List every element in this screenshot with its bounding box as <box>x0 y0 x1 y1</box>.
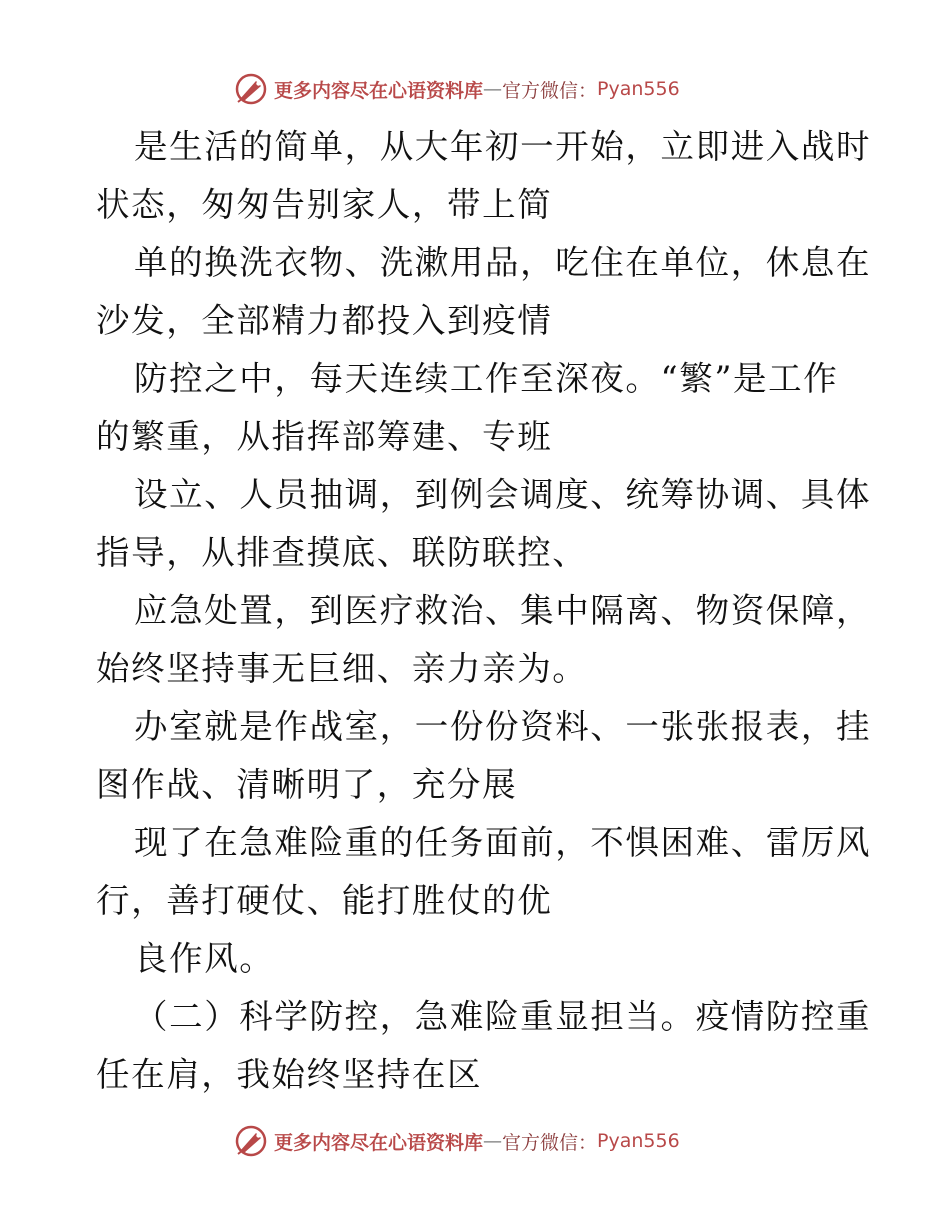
text-line: 图作战、清晰明了，充分展 <box>96 765 518 804</box>
header-banner <box>234 72 680 106</box>
banner-dash: — <box>483 78 503 100</box>
text-line: 良作风。 <box>134 939 275 978</box>
text-line: （二）科学防控，急难险重显担当。疫情防控重 <box>134 997 872 1036</box>
pen-nib-logo-icon <box>234 1124 268 1158</box>
text-line: 现了在急难险重的任务面前，不惧困难、雷厉风 <box>134 823 872 862</box>
text-line: 的繁重，从指挥部筹建、专班 <box>96 417 553 456</box>
text-line: 指导，从排查摸底、联防联控、 <box>96 533 588 572</box>
banner-lead-text: 更多内容尽在心语资料库 <box>274 79 484 102</box>
banner-wechat-id: Pyan556 <box>597 1130 680 1152</box>
banner-wechat-label: 官方微信： <box>502 79 598 102</box>
text-line: 行，善打硬仗、能打胜仗的优 <box>96 881 553 920</box>
banner-dash: — <box>483 1130 503 1152</box>
banner-lead-text: 更多内容尽在心语资料库 <box>274 1131 484 1154</box>
text-line: 沙发，全部精力都投入到疫情 <box>96 301 553 340</box>
text-line: 是生活的简单，从大年初一开始，立即进入战时 <box>134 127 872 166</box>
text-line: 防控之中，每天连续工作至深夜。“繁”是工作 <box>134 359 839 398</box>
footer-banner <box>234 1124 680 1158</box>
text-line: 办室就是作战室，一份份资料、一张张报表，挂 <box>134 707 872 746</box>
text-line: 状态，匆匆告别家人，带上简 <box>96 185 553 224</box>
text-line: 任在肩，我始终坚持在区 <box>96 1055 483 1094</box>
text-line: 设立、人员抽调，到例会调度、统筹协调、具体 <box>134 475 872 514</box>
banner-wechat-id: Pyan556 <box>597 78 680 100</box>
text-line: 始终坚持事无巨细、亲力亲为。 <box>96 649 588 688</box>
banner-wechat-label: 官方微信： <box>502 1131 598 1154</box>
text-line: 单的换洗衣物、洗漱用品，吃住在单位，休息在 <box>134 243 872 282</box>
document-body <box>96 118 872 1104</box>
text-line: 应急处置，到医疗救治、集中隔离、物资保障， <box>134 591 872 630</box>
pen-nib-logo-icon <box>234 72 268 106</box>
